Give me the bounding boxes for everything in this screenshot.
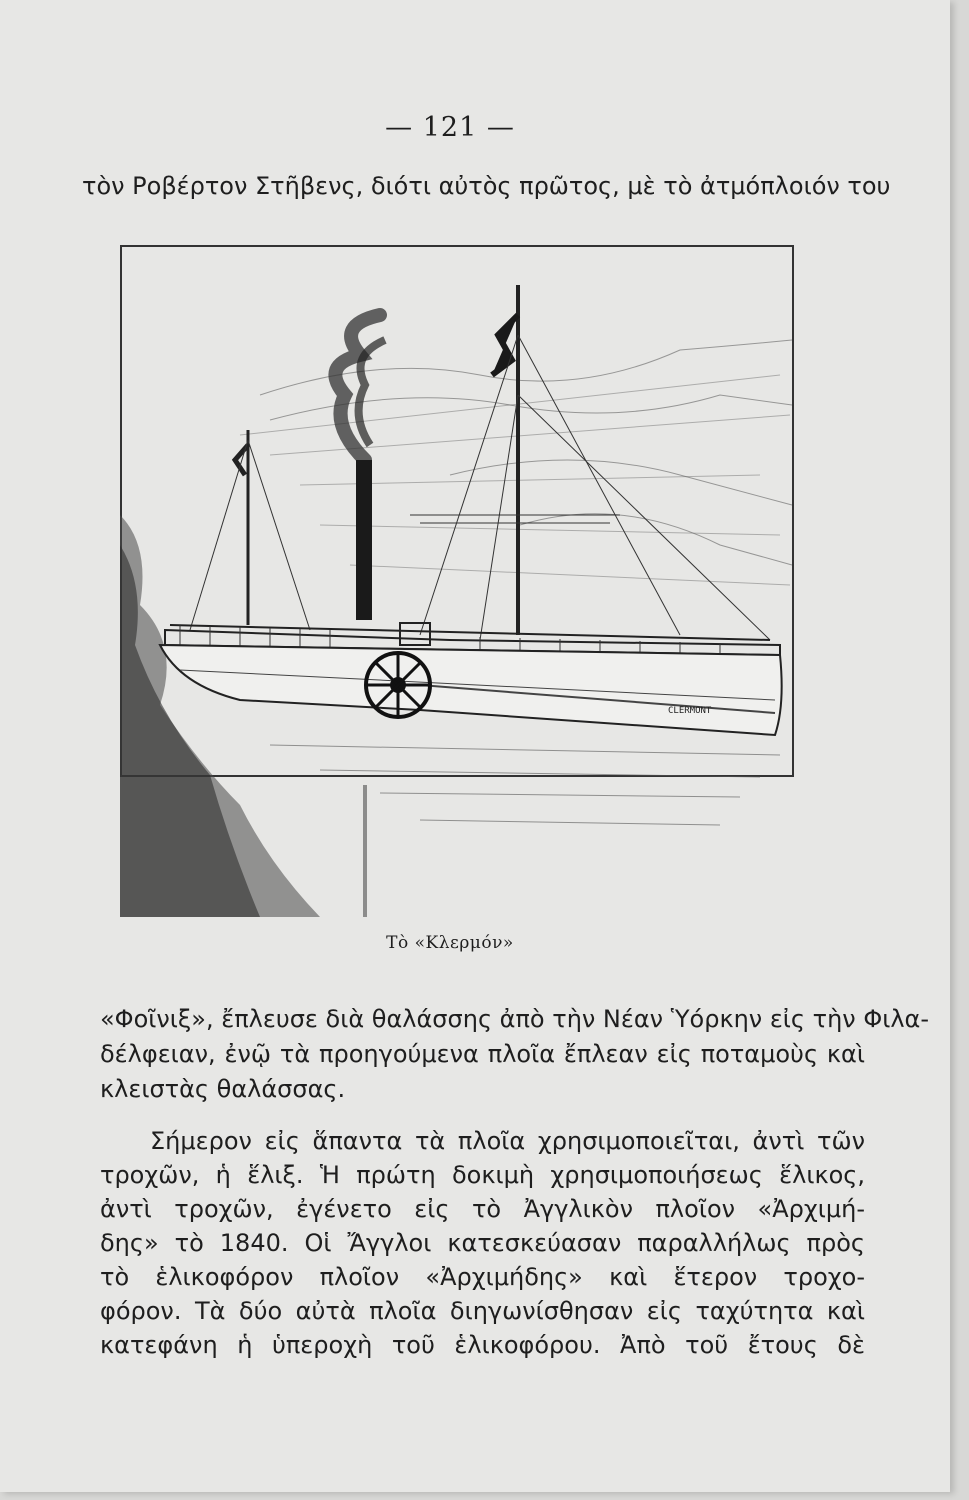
- text-line: Σήμερον εἰς ἅπαντα τὰ πλοῖα χρησιμοποιεῖται, ἀντὶ τῶν: [150, 1127, 865, 1155]
- text-line: «Φοῖνιξ», ἔπλευσε διὰ θαλάσσης ἀπὸ τὴν Νέαν Ὑόρκην εἰς τὴν Φιλα-: [100, 1005, 930, 1033]
- figure-illustration: [120, 245, 795, 917]
- text-line: φόρον. Τὰ δύο αὐτὰ πλοῖα διηγωνίσθησαν εἰς ταχύτητα καὶ: [100, 1297, 865, 1325]
- text-line-top: τὸν Ροβέρτον Στῆβενς, διότι αὐτὸς πρῶτος, μὲ τὸ ἀτμόπλοιόν του: [82, 172, 891, 200]
- page-number: — 121 —: [385, 112, 515, 143]
- text-line: τὸ ἑλικοφόρον πλοῖον «Ἀρχιμήδης» καὶ ἕτερον τροχο-: [100, 1263, 865, 1291]
- figure-caption: Τὸ «Κλερμόν»: [386, 933, 514, 953]
- text-line: δης» τὸ 1840. Οἱ Ἄγγλοι κατεσκεύασαν παραλλήλως πρὸς: [100, 1229, 865, 1257]
- ship-name-label: CLERMONT: [668, 706, 712, 716]
- text-line: ἀντὶ τροχῶν, ἐγένετο εἰς τὸ Ἀγγλικὸν πλοῖον «Ἀρχιμή-: [100, 1195, 865, 1223]
- text-line: κλειστὰς θαλάσσας.: [100, 1075, 346, 1103]
- text-line: δέλφειαν, ἐνῷ τὰ προηγούμενα πλοῖα ἔπλεαν εἰς ποταμοὺς καὶ: [100, 1040, 865, 1068]
- text-line: κατεφάνη ἡ ὑπεροχὴ τοῦ ἑλικοφόρου. Ἀπὸ τοῦ ἔτους δὲ: [100, 1331, 865, 1359]
- steamboat-engraving: [120, 245, 795, 917]
- text-line: τροχῶν, ἡ ἕλιξ. Ἡ πρώτη δοκιμὴ χρησιμοποιήσεως ἕλικος,: [100, 1161, 865, 1189]
